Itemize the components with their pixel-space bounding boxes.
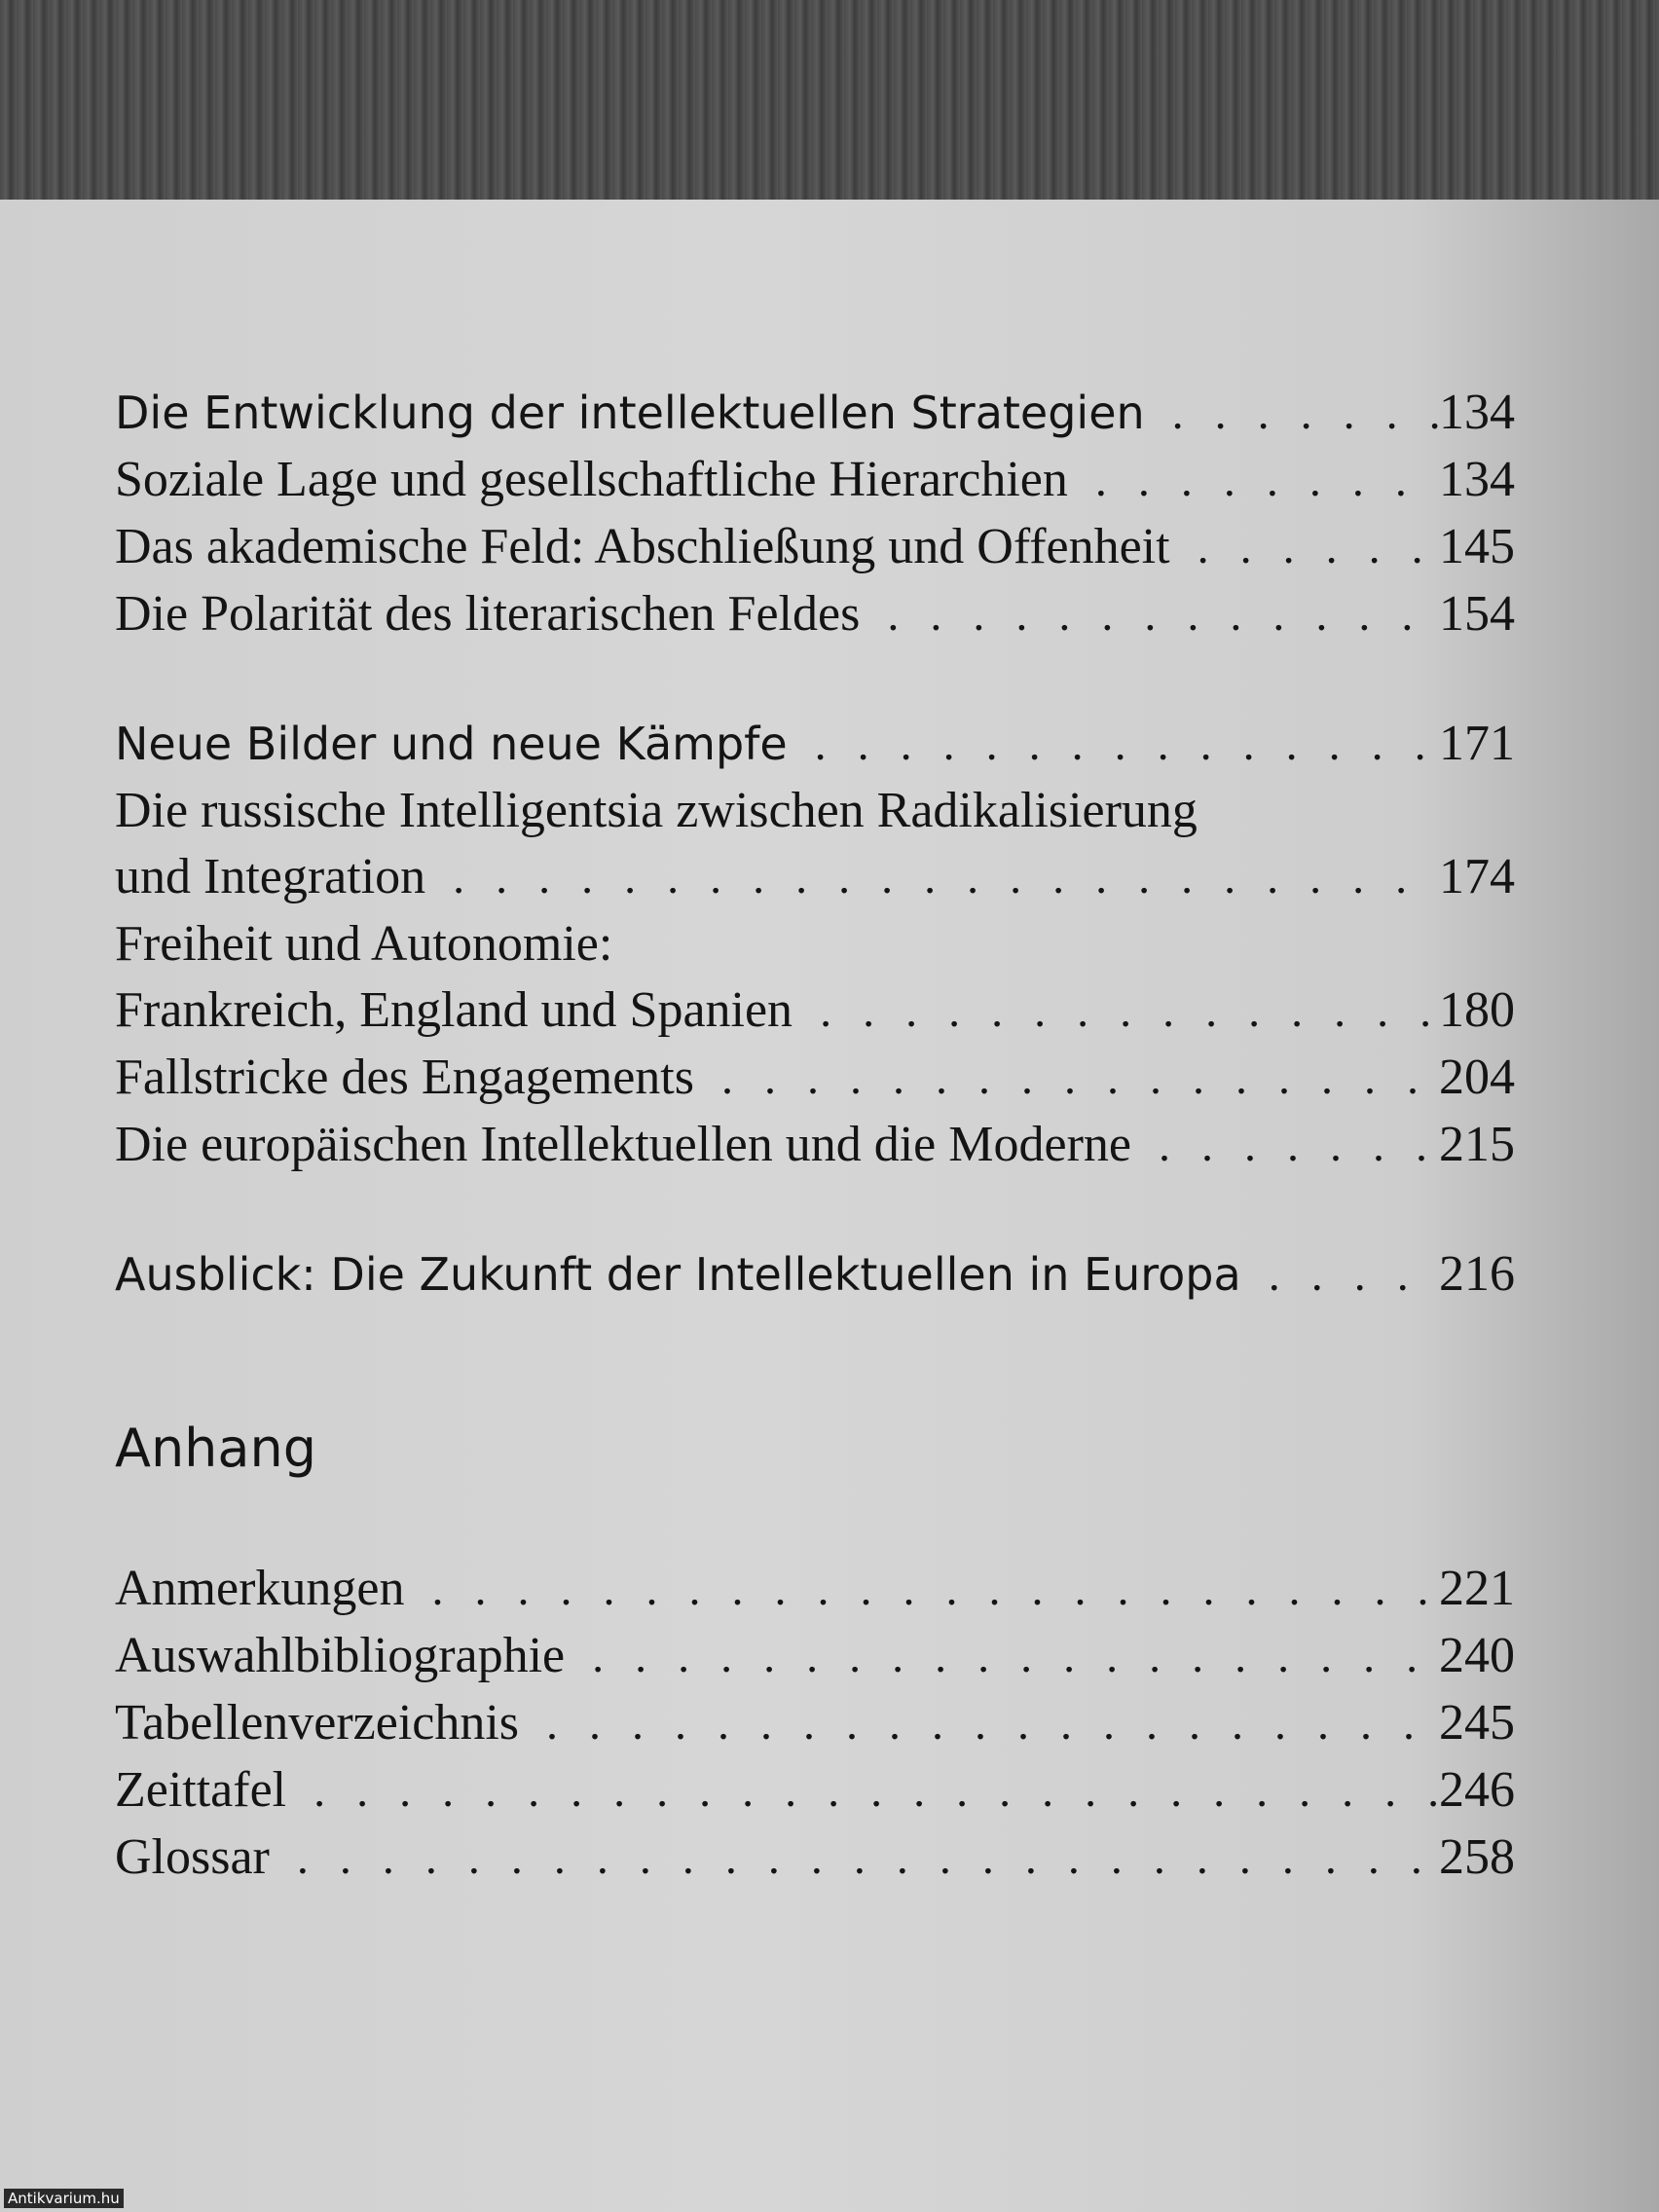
toc-entry: [115, 514, 1515, 581]
toc-entry: [115, 977, 1515, 1045]
dot-leader: [788, 712, 1439, 778]
dot-leader: [860, 582, 1439, 648]
toc-heading-title: Die Entwicklung der intellektuellen Strategien: [115, 387, 1145, 439]
toc-entry-title: Frankreich, England und Spanien: [115, 982, 793, 1038]
toc-entry-title: Auswahlbibliographie: [115, 1628, 566, 1683]
toc-entry: [115, 1757, 1515, 1825]
toc-entry-title: Die Polarität des literarischen Feldes: [115, 586, 861, 642]
toc-entry-title: Das akademische Feld: Abschließung und Offenheit: [115, 519, 1170, 574]
dot-leader: [793, 978, 1439, 1045]
toc-entry: [115, 581, 1515, 648]
toc-entry: [115, 1825, 1515, 1892]
dot-leader: [404, 1557, 1439, 1623]
toc-entry-title: Fallstricke des Engagements: [115, 1050, 694, 1105]
dot-leader: [1145, 381, 1439, 447]
table-of-contents: [115, 380, 1515, 1892]
toc-page-number: 204: [1439, 1050, 1515, 1105]
toc-entry: [115, 844, 1515, 911]
dot-leader: [1068, 448, 1439, 514]
dot-leader: [1131, 1113, 1439, 1179]
toc-entry: [115, 1690, 1515, 1757]
toc-heading-title: Neue Bilder und neue Kämpfe: [115, 718, 788, 770]
toc-page-number: 215: [1439, 1117, 1515, 1172]
toc-entry-title: Tabellenverzeichnis: [115, 1695, 520, 1751]
dot-leader: [565, 1624, 1439, 1690]
section-spacer: [115, 648, 1515, 711]
dot-leader: [519, 1691, 1439, 1757]
toc-entry: [115, 1556, 1515, 1623]
toc-entry-title: Die europäischen Intellektuellen und die Moderne: [115, 1117, 1131, 1172]
dot-leader: [694, 1046, 1439, 1112]
dot-leader: [286, 1758, 1439, 1825]
dot-leader: [1170, 515, 1439, 581]
toc-page-number: 221: [1439, 1561, 1515, 1616]
appendix-title: Anhang: [115, 1418, 316, 1479]
toc-entry-title: Anmerkungen: [115, 1561, 405, 1616]
toc-page-number: 180: [1439, 982, 1515, 1038]
dot-leader: [1241, 1242, 1439, 1309]
dot-leader: [270, 1825, 1439, 1892]
toc-page-number: 240: [1439, 1628, 1515, 1683]
toc-heading: [115, 1241, 1515, 1309]
toc-page-number: 134: [1439, 452, 1515, 507]
toc-page-number: 145: [1439, 519, 1515, 574]
section-spacer: [115, 1488, 1515, 1556]
toc-heading: [115, 380, 1515, 447]
toc-entry-first-line: Freiheit und Autonomie:: [115, 916, 613, 972]
toc-entry-title: Zeittafel: [115, 1762, 287, 1818]
toc-page-number: 134: [1439, 385, 1515, 440]
toc-heading-title: Ausblick: Die Zukunft der Intellektuellen in Europa: [115, 1248, 1241, 1301]
toc-entry-title: Glossar: [115, 1829, 270, 1885]
watermark: Antikvarium.hu: [4, 2189, 124, 2208]
dot-leader: [425, 845, 1439, 911]
toc-page-number: 246: [1439, 1762, 1515, 1818]
toc-page-number: 171: [1439, 716, 1515, 771]
toc-page-number: 154: [1439, 586, 1515, 642]
toc-entry: [115, 1112, 1515, 1179]
toc-page-number: 174: [1439, 849, 1515, 904]
toc-entry-first-line: Die russische Intelligentsia zwischen Radikalisierung: [115, 783, 1198, 838]
toc-page-number: 258: [1439, 1829, 1515, 1885]
section-spacer: [115, 1309, 1515, 1410]
toc-entry-title: und Integration: [115, 849, 426, 904]
toc-entry: [115, 1623, 1515, 1690]
toc-entry-title: Soziale Lage und gesellschaftliche Hierarchien: [115, 452, 1068, 507]
toc-entry: [115, 447, 1515, 514]
toc-entry: [115, 1045, 1515, 1112]
section-spacer: [115, 1179, 1515, 1241]
background-surface: [0, 0, 1659, 209]
toc-page-number: 216: [1439, 1246, 1515, 1302]
toc-heading: [115, 711, 1515, 778]
toc-page-number: 245: [1439, 1695, 1515, 1751]
